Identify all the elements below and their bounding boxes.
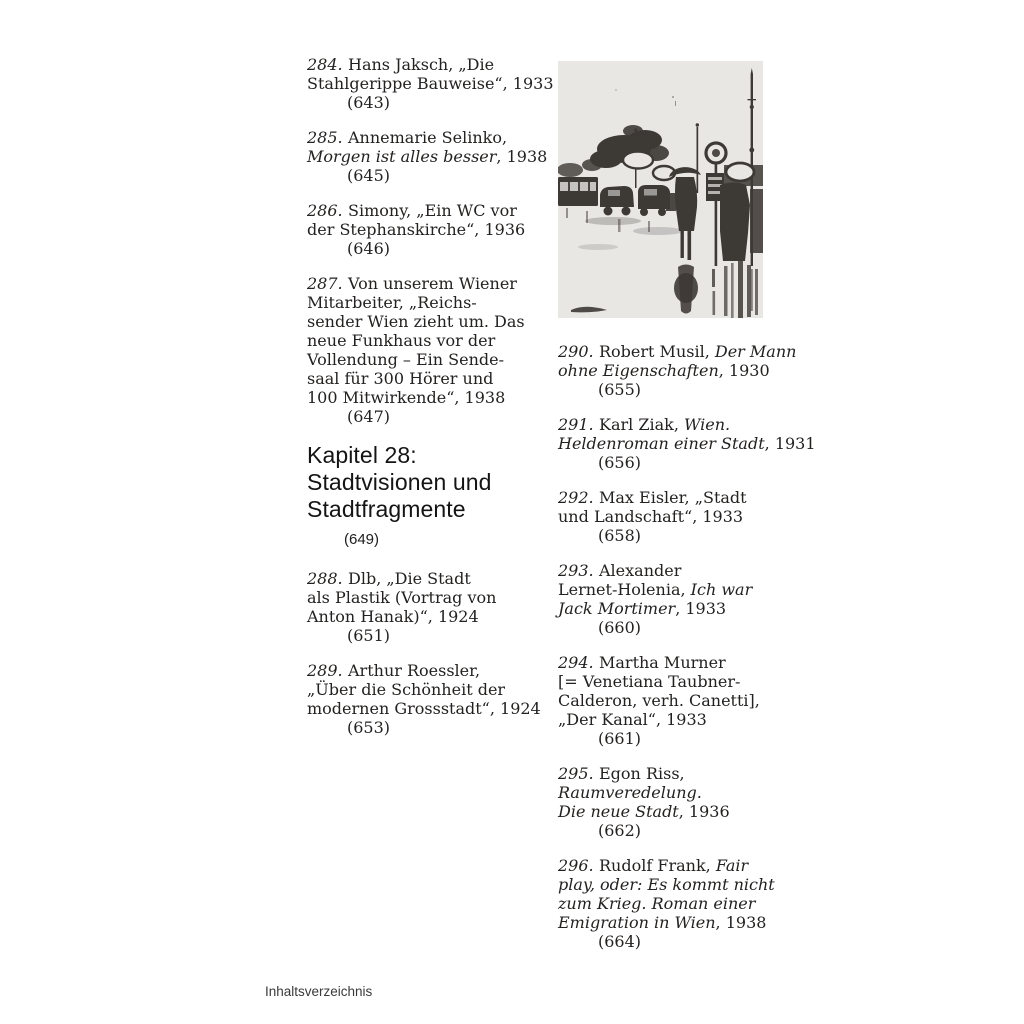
toc-entry-page-number: (646): [347, 239, 391, 258]
chapter-heading-line: Stadtfragmente: [307, 496, 466, 522]
toc-entry-line: [307, 661, 542, 680]
left-column-bottom-entries: [307, 569, 542, 737]
toc-entry-number: 284.: [307, 55, 343, 74]
toc-entry: [558, 415, 816, 472]
toc-entry-number: 296.: [558, 856, 594, 875]
chapter-heading: [307, 442, 542, 523]
toc-entry-text: zum Krieg. Roman einer: [558, 894, 756, 913]
toc-entry-text: Karl Ziak,: [599, 415, 684, 434]
toc-entry-text: Egon Riss,: [599, 764, 685, 783]
toc-entry-line: [558, 415, 803, 434]
toc-entry-line: [558, 783, 803, 802]
toc-entry-text: Raumveredelung.: [558, 783, 702, 802]
toc-entry-text: , 1938: [715, 913, 767, 932]
toc-entry-text: Annemarie Selinko,: [348, 128, 508, 147]
toc-entry-line: [307, 588, 542, 607]
toc-entry-number: 287.: [307, 274, 343, 293]
toc-entry-line: [558, 561, 803, 580]
toc-entry-page-number: (653): [347, 718, 391, 737]
toc-entry-text: Emigration in Wien: [558, 913, 716, 932]
toc-entry-line: [307, 220, 542, 239]
toc-entry-line: [558, 913, 803, 932]
toc-entry-text: Anton Hanak)“, 1924: [307, 607, 479, 626]
toc-entry: [558, 342, 803, 399]
toc-entry-line: [307, 680, 542, 699]
toc-entry-line: [307, 350, 542, 369]
toc-entry-line: [558, 672, 803, 691]
toc-entry-text: als Plastik (Vortrag von: [307, 588, 497, 607]
toc-entry-text: Rudolf Frank,: [599, 856, 716, 875]
toc-entry-text: Dlb, „Die Stadt: [348, 569, 471, 588]
toc-entry-page-number: (651): [347, 626, 391, 645]
toc-entry-line: [307, 331, 542, 350]
toc-entry-line: [307, 607, 542, 626]
toc-entry-line: [558, 856, 803, 875]
toc-entry-text: neue Funkhaus vor der: [307, 331, 496, 350]
toc-entry-line: [558, 580, 803, 599]
toc-entry-line: [307, 312, 542, 331]
toc-entry-number: 285.: [307, 128, 343, 147]
toc-entry: [558, 561, 803, 637]
toc-entry: [307, 274, 542, 426]
toc-entry-text: Martha Murner: [599, 653, 726, 672]
toc-entry-text: , 1930: [718, 361, 770, 380]
toc-entry-number: 293.: [558, 561, 594, 580]
toc-entry-text: saal für 300 Hörer und: [307, 369, 494, 388]
toc-entry-text: Lernet-Holenia,: [558, 580, 691, 599]
toc-entry-text: Robert Musil,: [599, 342, 715, 361]
toc-entry-text: „Der Kanal“, 1933: [558, 710, 707, 729]
toc-entry-line: [558, 653, 803, 672]
toc-entry-number: 286.: [307, 201, 343, 220]
toc-entry-text: Calderon, verh. Canetti],: [558, 691, 760, 710]
toc-entry-number: 294.: [558, 653, 594, 672]
toc-entry-line: [307, 274, 542, 293]
chapter-page-number: (649): [344, 531, 380, 548]
toc-entry-text: Mitarbeiter, „Reichs-: [307, 293, 477, 312]
toc-entry-line: [558, 764, 803, 783]
toc-entry-page-number: (658): [598, 526, 642, 545]
toc-entry-text: und Landschaft“, 1933: [558, 507, 744, 526]
toc-entry-line: [558, 875, 803, 894]
toc-entry-text: Heldenroman einer Stadt: [558, 434, 765, 453]
toc-entry-page-number: (664): [598, 932, 642, 951]
left-column: [307, 55, 554, 753]
toc-entry-text: Von unserem Wiener: [348, 274, 517, 293]
toc-entry-line: [307, 293, 542, 312]
toc-entry: [307, 55, 554, 112]
toc-entry-page-number: (660): [598, 618, 642, 637]
toc-entry: [307, 569, 542, 645]
toc-entry-number: 291.: [558, 415, 594, 434]
toc-entry-line: [558, 361, 803, 380]
toc-entry-number: 288.: [307, 569, 343, 588]
toc-entry-line: [307, 55, 542, 74]
toc-entry-text: Max Eisler, „Stadt: [599, 488, 747, 507]
toc-entry-text: Arthur Roessler,: [348, 661, 481, 680]
right-column: [558, 61, 816, 967]
toc-entry-text: der Stephanskirche“, 1936: [307, 220, 526, 239]
toc-entry: [558, 653, 803, 748]
toc-entry-line: [558, 691, 803, 710]
toc-entry-line: [307, 201, 542, 220]
toc-entry-text: sender Wien zieht um. Das: [307, 312, 525, 331]
toc-entry: [307, 201, 542, 258]
toc-entry-text: „Über die Schönheit der: [307, 680, 506, 699]
toc-entry-page-number: (656): [598, 453, 642, 472]
toc-entry: [558, 488, 803, 545]
toc-entry-line: [558, 802, 803, 821]
toc-entry-text: Vollendung – Ein Sende-: [307, 350, 505, 369]
toc-entry-line: [307, 569, 542, 588]
toc-entry-number: 290.: [558, 342, 594, 361]
toc-entry-page-number: (643): [347, 93, 391, 112]
toc-entry-line: [307, 147, 548, 166]
left-column-top-entries: [307, 55, 554, 426]
footer-label: Inhaltsverzeichnis: [265, 984, 373, 999]
toc-entry-text: , 1936: [678, 802, 730, 821]
toc-entry-text: Fair: [715, 856, 749, 875]
toc-entry-line: [558, 507, 803, 526]
toc-entry-text: [= Venetiana Taubner-: [558, 672, 741, 691]
toc-entry-text: , 1933: [675, 599, 727, 618]
toc-entry-line: [307, 369, 542, 388]
toc-entry-text: Wien.: [683, 415, 731, 434]
toc-entry-page-number: (662): [598, 821, 642, 840]
toc-entry-text: , 1931: [764, 434, 816, 453]
toc-entry-text: Hans Jaksch, „Die: [348, 55, 495, 74]
toc-entry-text: Simony, „Ein WC vor: [348, 201, 517, 220]
toc-entry-line: [307, 128, 542, 147]
toc-entry-line: [558, 894, 803, 913]
toc-entry-text: 100 Mitwirkende“, 1938: [307, 388, 506, 407]
toc-entry: [558, 764, 803, 840]
toc-entry-line: [558, 434, 816, 453]
toc-entry-text: Die neue Stadt: [558, 802, 679, 821]
toc-entry-number: 292.: [558, 488, 594, 507]
toc-entry-line: [558, 488, 803, 507]
toc-entry-text: , 1938: [496, 147, 548, 166]
toc-entry-text: Der Mann: [714, 342, 797, 361]
chapter-heading-line: Stadtvisionen und: [307, 469, 492, 495]
toc-entry: [307, 661, 542, 737]
chapter-heading-line: Kapitel 28:: [307, 442, 417, 468]
toc-entry-line: [307, 74, 554, 93]
toc-entry-line: [307, 699, 542, 718]
toc-entry-text: Morgen ist alles besser: [307, 147, 497, 166]
toc-entry-number: 295.: [558, 764, 594, 783]
toc-entry-page-number: (661): [598, 729, 642, 748]
toc-entry-page-number: (647): [347, 407, 391, 426]
toc-entry-number: 289.: [307, 661, 343, 680]
toc-entry-line: [558, 599, 803, 618]
toc-entry-text: play, oder: Es kommt nicht: [558, 875, 775, 894]
toc-entry: [558, 856, 803, 951]
right-column-entries: [558, 342, 816, 951]
toc-entry-line: [307, 388, 542, 407]
toc-entry-text: Stahlgerippe Bauweise“, 1933: [307, 74, 554, 93]
toc-entry-text: Ich war: [690, 580, 753, 599]
toc-entry-line: [558, 710, 803, 729]
toc-entry: [307, 128, 548, 185]
toc-entry-text: ohne Eigenschaften: [558, 361, 719, 380]
toc-entry-text: modernen Grossstadt“, 1924: [307, 699, 541, 718]
toc-entry-text: Alexander: [599, 561, 682, 580]
toc-entry-line: [558, 342, 803, 361]
street-photo: [558, 61, 763, 318]
toc-entry-page-number: (655): [598, 380, 642, 399]
toc-entry-page-number: (645): [347, 166, 391, 185]
toc-entry-text: Jack Mortimer: [558, 599, 676, 618]
